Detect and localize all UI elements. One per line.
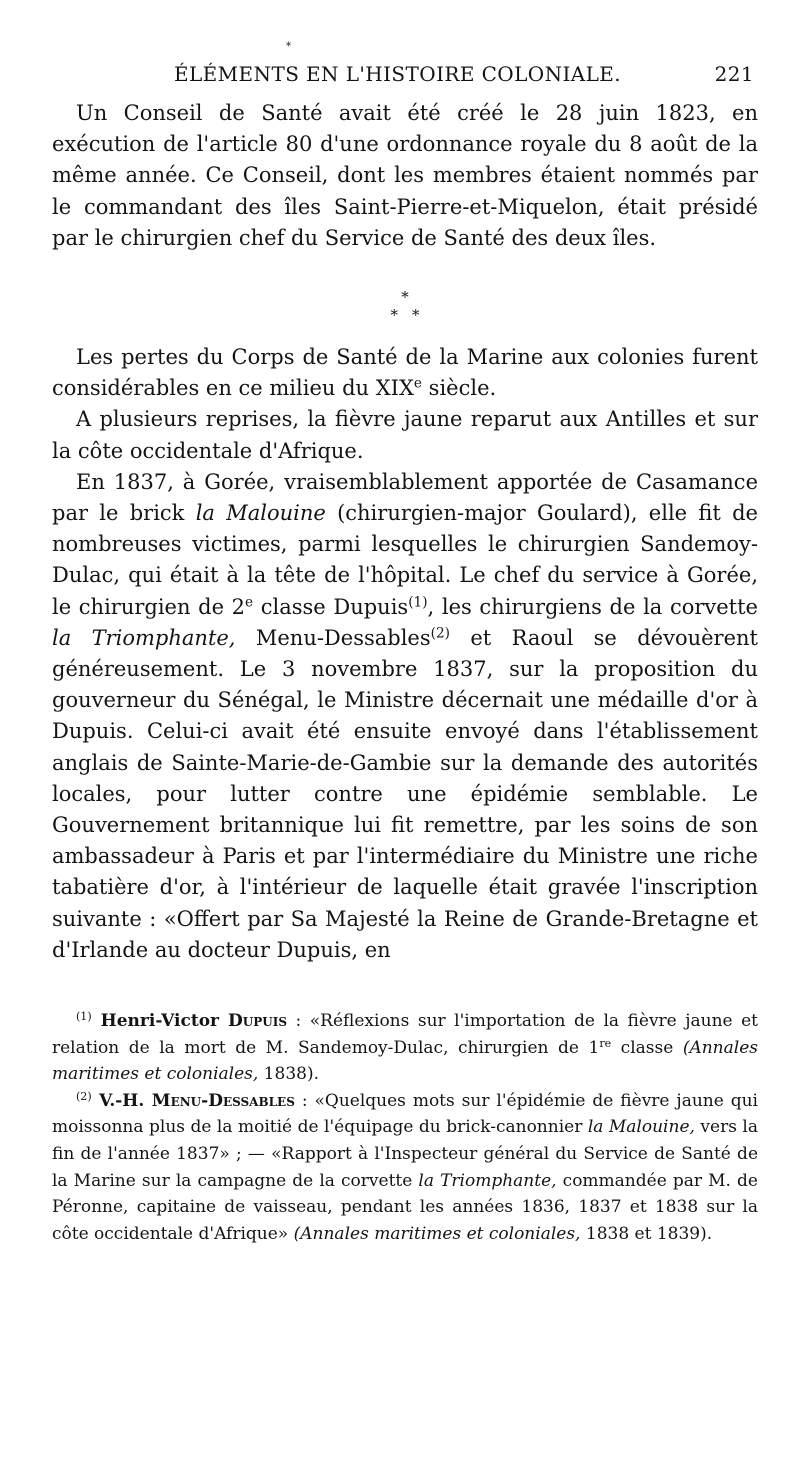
section-separator (52, 288, 758, 324)
ship-name: la Triomphante, (52, 625, 236, 650)
ship-name: la Malouine (195, 501, 326, 526)
superscript: e (413, 375, 422, 392)
footnote-2 (52, 1088, 758, 1248)
footnotes (52, 1008, 758, 1247)
running-title: ÉLÉMENTS EN L'HISTOIRE COLONIALE. (174, 62, 622, 86)
text-run: 1838 et 1839). (580, 1223, 713, 1244)
journal-title: (Annales maritimes et coloniales, (52, 1037, 758, 1085)
footnote-reference-2[interactable]: (2) (430, 625, 450, 642)
running-header (52, 58, 758, 98)
footnote-author: Henri-Victor (91, 1011, 229, 1032)
main-text (52, 98, 758, 966)
journal-title: (Annales maritimes et coloniales, (293, 1223, 581, 1244)
printer-mark: * (286, 41, 291, 52)
text-run: : «Quelques mots sur l'épidémie de fièvre jaune qui moissonna plus de la moitié de l'équipage du brick-canonnier (52, 1090, 758, 1138)
text-run: commandée par M. de Péronne, capitaine de vaisseau, pendant les années 1836, 1837 et 1838 sur la côte occidentale d'Afrique» (52, 1170, 758, 1244)
text-run: (chirurgien-major Goulard), elle fit de nombreuses victimes, parmi lesquelles le chirurgien Sandemoy-Dulac, qui était à la tête de l'hôpital. Le chef du service à Gorée, le chirurgien de 2 (52, 501, 758, 619)
paragraph-goree-1837 (52, 467, 758, 966)
separator-star-top: * (401, 288, 409, 307)
footnote-author: V.-H. (91, 1090, 152, 1111)
footnote-1 (52, 1008, 758, 1088)
page-number: 221 (714, 62, 754, 86)
text-run: classe Dupuis (253, 594, 409, 619)
text-run: vers la fin de l'année 1837» ; — «Rapport à l'Inspecteur général du Service de Santé de la Marine sur la campagne de la corvette (52, 1117, 758, 1191)
paragraph-fievre-jaune: A plusieurs reprises, la fièvre jaune reparut aux Antilles et sur la côte occidentale d'Afrique. (52, 407, 758, 463)
text-run: classe (611, 1037, 683, 1058)
footnote-author-surname: Dupuis (228, 1011, 288, 1032)
footnote-marker: (2) (76, 1089, 92, 1103)
paragraph-conseil-de-sante: Un Conseil de Santé avait été créé le 28 juin 1823, en exécution de l'article 80 d'une ordonnance royale du 8 août de la même année. Ce Conseil, dont les membres étaient nommés par le commandant des îles Saint-Pierre-et-Miquelon, était présidé par le chirurgien chef du Service de Santé des deux îles. (52, 101, 758, 250)
footnote-marker: (1) (76, 1010, 92, 1024)
separator-stars-bottom: ** (390, 306, 434, 325)
superscript: re (599, 1036, 612, 1050)
text-run: : «Réflexions sur l'importation de la fièvre jaune et relation de la mort de M. Sandemoy-Dulac, chirurgien de 1 (52, 1011, 759, 1058)
ship-name: la Malouine, (587, 1117, 695, 1138)
text-run: 1838). (258, 1064, 319, 1085)
text-run: siècle. (422, 376, 497, 401)
text-run: En 1837, à Gorée, vraisemblablement apportée de Casamance par le brick (52, 469, 758, 526)
text-run: et Raoul se dévouèrent généreusement. Le 3 novembre 1837, sur la proposition du gouverneur du Sénégal, le Ministre décernait une médaille d'or à Dupuis. Celui-ci avait été ensuite envoyé dans l'établissement anglais de Sainte-Marie-de-Gambie sur la demande des autorités locales, pour lutter contre une épidémie semblable. Le Gouvernement britannique lui fit remettre, par les soins de son ambassadeur à Paris et par l'intermédiaire du Ministre une riche tabatière d'or, à l'intérieur de laquelle était gravée l'inscription suivante : «Offert par Sa Majesté la Reine de Grande-Bretagne et d'Irlande au docteur Dupuis, en (52, 625, 758, 962)
paragraph-pertes (52, 342, 758, 404)
text-run: , les chirurgiens de la corvette (427, 594, 758, 619)
book-page (52, 58, 758, 1247)
ship-name: la Triomphante, (418, 1170, 557, 1191)
text-run: Menu-Dessables (235, 625, 431, 650)
text-run: Les pertes du Corps de Santé de la Marine aux colonies furent considérables en ce milieu du (52, 345, 758, 401)
superscript: e (245, 594, 254, 611)
footnote-author-surname: Menu-Dessables (151, 1090, 295, 1111)
footnote-reference-1[interactable]: (1) (408, 594, 428, 611)
century-numeral: XIX (375, 376, 414, 401)
